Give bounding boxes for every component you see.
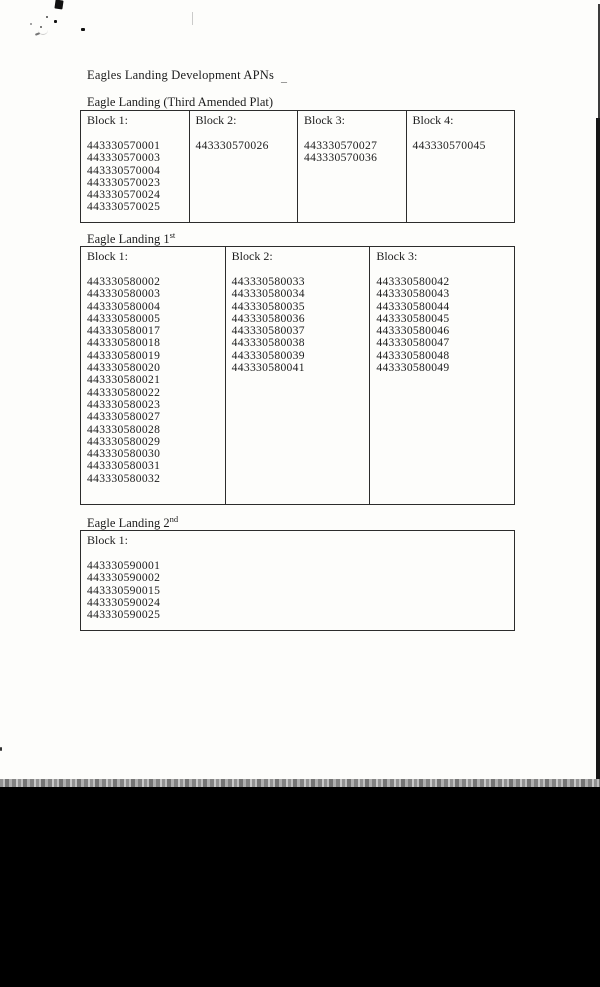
- apn-number: 443330570024: [87, 188, 161, 202]
- apn-number: 443330580028: [87, 422, 161, 436]
- apn-number: 443330580031: [87, 459, 161, 473]
- block-label: Block 3:: [376, 249, 418, 263]
- apn-number: 443330580032: [87, 471, 161, 485]
- apn-number: 443330590015: [87, 583, 161, 597]
- apn-table-third-amended-plat: [80, 110, 515, 223]
- apn-number: 443330570003: [87, 151, 161, 165]
- apn-number: 443330580022: [87, 385, 161, 399]
- scan-speck: [54, 0, 63, 10]
- apn-number: 443330570001: [87, 139, 161, 152]
- apn-number: 443330580047: [376, 336, 450, 350]
- scan-speck: [0, 747, 2, 751]
- block-label: Block 3:: [304, 113, 345, 127]
- pen-dash-annotation: –: [281, 74, 287, 88]
- apn-number: 443330580004: [87, 299, 161, 313]
- apn-number: 443330580030: [87, 447, 161, 461]
- block-label: Block 1:: [87, 113, 128, 127]
- apn-number: 443330590001: [87, 559, 161, 572]
- apn-number: 443330580037: [231, 324, 305, 338]
- apn-number: 443330580027: [87, 410, 161, 424]
- block-label: Block 4:: [412, 113, 454, 127]
- apn-number: 443330580017: [87, 324, 161, 338]
- apn-number: 443330580023: [87, 397, 161, 411]
- apn-number: 443330570036: [304, 151, 378, 165]
- section-heading-text: Eagle Landing (Third Amended Plat): [87, 95, 274, 109]
- apn-number: 443330580038: [231, 336, 305, 350]
- apn-list: [196, 140, 294, 152]
- scanner-black-area: [0, 787, 600, 987]
- scan-transition-band: [0, 779, 600, 787]
- section-heading-third-amended-plat: [87, 95, 273, 110]
- apn-number: 443330580018: [87, 336, 161, 350]
- section-heading-superscript: nd: [169, 513, 179, 524]
- scan-speck: [46, 16, 48, 18]
- apn-number: 443330590024: [87, 595, 161, 609]
- block-cell: [225, 247, 370, 504]
- page-edge-shadow: [596, 118, 600, 779]
- block-label: Block 1:: [87, 249, 128, 263]
- block-label: Block 1:: [87, 533, 128, 547]
- apn-list: [413, 140, 511, 152]
- apn-number: 443330580045: [376, 311, 450, 325]
- apn-number: 443330570023: [87, 175, 161, 189]
- section-heading-eagle-landing-2nd: [87, 513, 179, 531]
- block-cell: [81, 247, 225, 504]
- section-heading-text: Eagle Landing 1: [87, 232, 170, 246]
- apn-number: 443330580042: [376, 275, 450, 288]
- apn-number: 443330580039: [231, 348, 305, 362]
- apn-number: 443330580048: [376, 348, 450, 362]
- apn-number: 443330580019: [87, 348, 161, 362]
- apn-number: 443330580034: [231, 287, 305, 301]
- scan-speck: [30, 23, 32, 25]
- scan-speck: [81, 28, 85, 31]
- apn-number: 443330570004: [87, 163, 161, 177]
- apn-number: 443330590025: [87, 608, 161, 622]
- block-label: Block 2:: [195, 113, 237, 127]
- apn-table-eagle-landing-2nd: [80, 530, 515, 631]
- apn-number: 443330580046: [376, 324, 450, 338]
- apn-number: 443330580043: [376, 287, 450, 301]
- scan-mark: [192, 12, 193, 25]
- block-cell: [369, 247, 514, 504]
- apn-number: 443330580049: [376, 361, 450, 375]
- section-heading-eagle-landing-1st: [87, 229, 176, 247]
- apn-number: 443330580020: [87, 361, 161, 375]
- apn-list: [232, 276, 366, 374]
- apn-number: 443330570027: [304, 139, 378, 152]
- apn-number: 443330580003: [87, 287, 161, 301]
- apn-list: [304, 140, 402, 165]
- apn-number: 443330580033: [231, 275, 305, 288]
- block-cell: [297, 111, 406, 222]
- apn-number: 443330580035: [231, 299, 305, 313]
- apn-number: 443330570025: [87, 200, 161, 214]
- section-heading-superscript: st: [169, 229, 176, 240]
- document-title: Eagles Landing Development APNs: [87, 68, 275, 82]
- block-cell: [406, 111, 515, 222]
- apn-table-eagle-landing-1st: [80, 246, 515, 505]
- apn-number: 443330580036: [231, 311, 305, 325]
- scan-speck: [54, 20, 57, 23]
- apn-number: 443330590002: [87, 571, 161, 585]
- section-heading-text: Eagle Landing 2: [87, 516, 170, 530]
- block-label: Block 2:: [231, 249, 273, 263]
- apn-number: 443330580041: [231, 361, 305, 375]
- apn-number: 443330580005: [87, 311, 161, 325]
- apn-list: [87, 140, 185, 214]
- block-cell: [81, 111, 189, 222]
- block-cell: [189, 111, 298, 222]
- apn-list: [87, 560, 510, 621]
- apn-number: 443330570026: [195, 139, 269, 152]
- apn-number: 443330570045: [412, 139, 486, 152]
- apn-list: [376, 276, 510, 374]
- apn-number: 443330580021: [87, 373, 161, 387]
- apn-number: 443330580029: [87, 434, 161, 448]
- block-cell: [81, 531, 514, 630]
- apn-list: [87, 276, 221, 485]
- apn-number: 443330580044: [376, 299, 450, 313]
- apn-number: 443330580002: [87, 275, 161, 288]
